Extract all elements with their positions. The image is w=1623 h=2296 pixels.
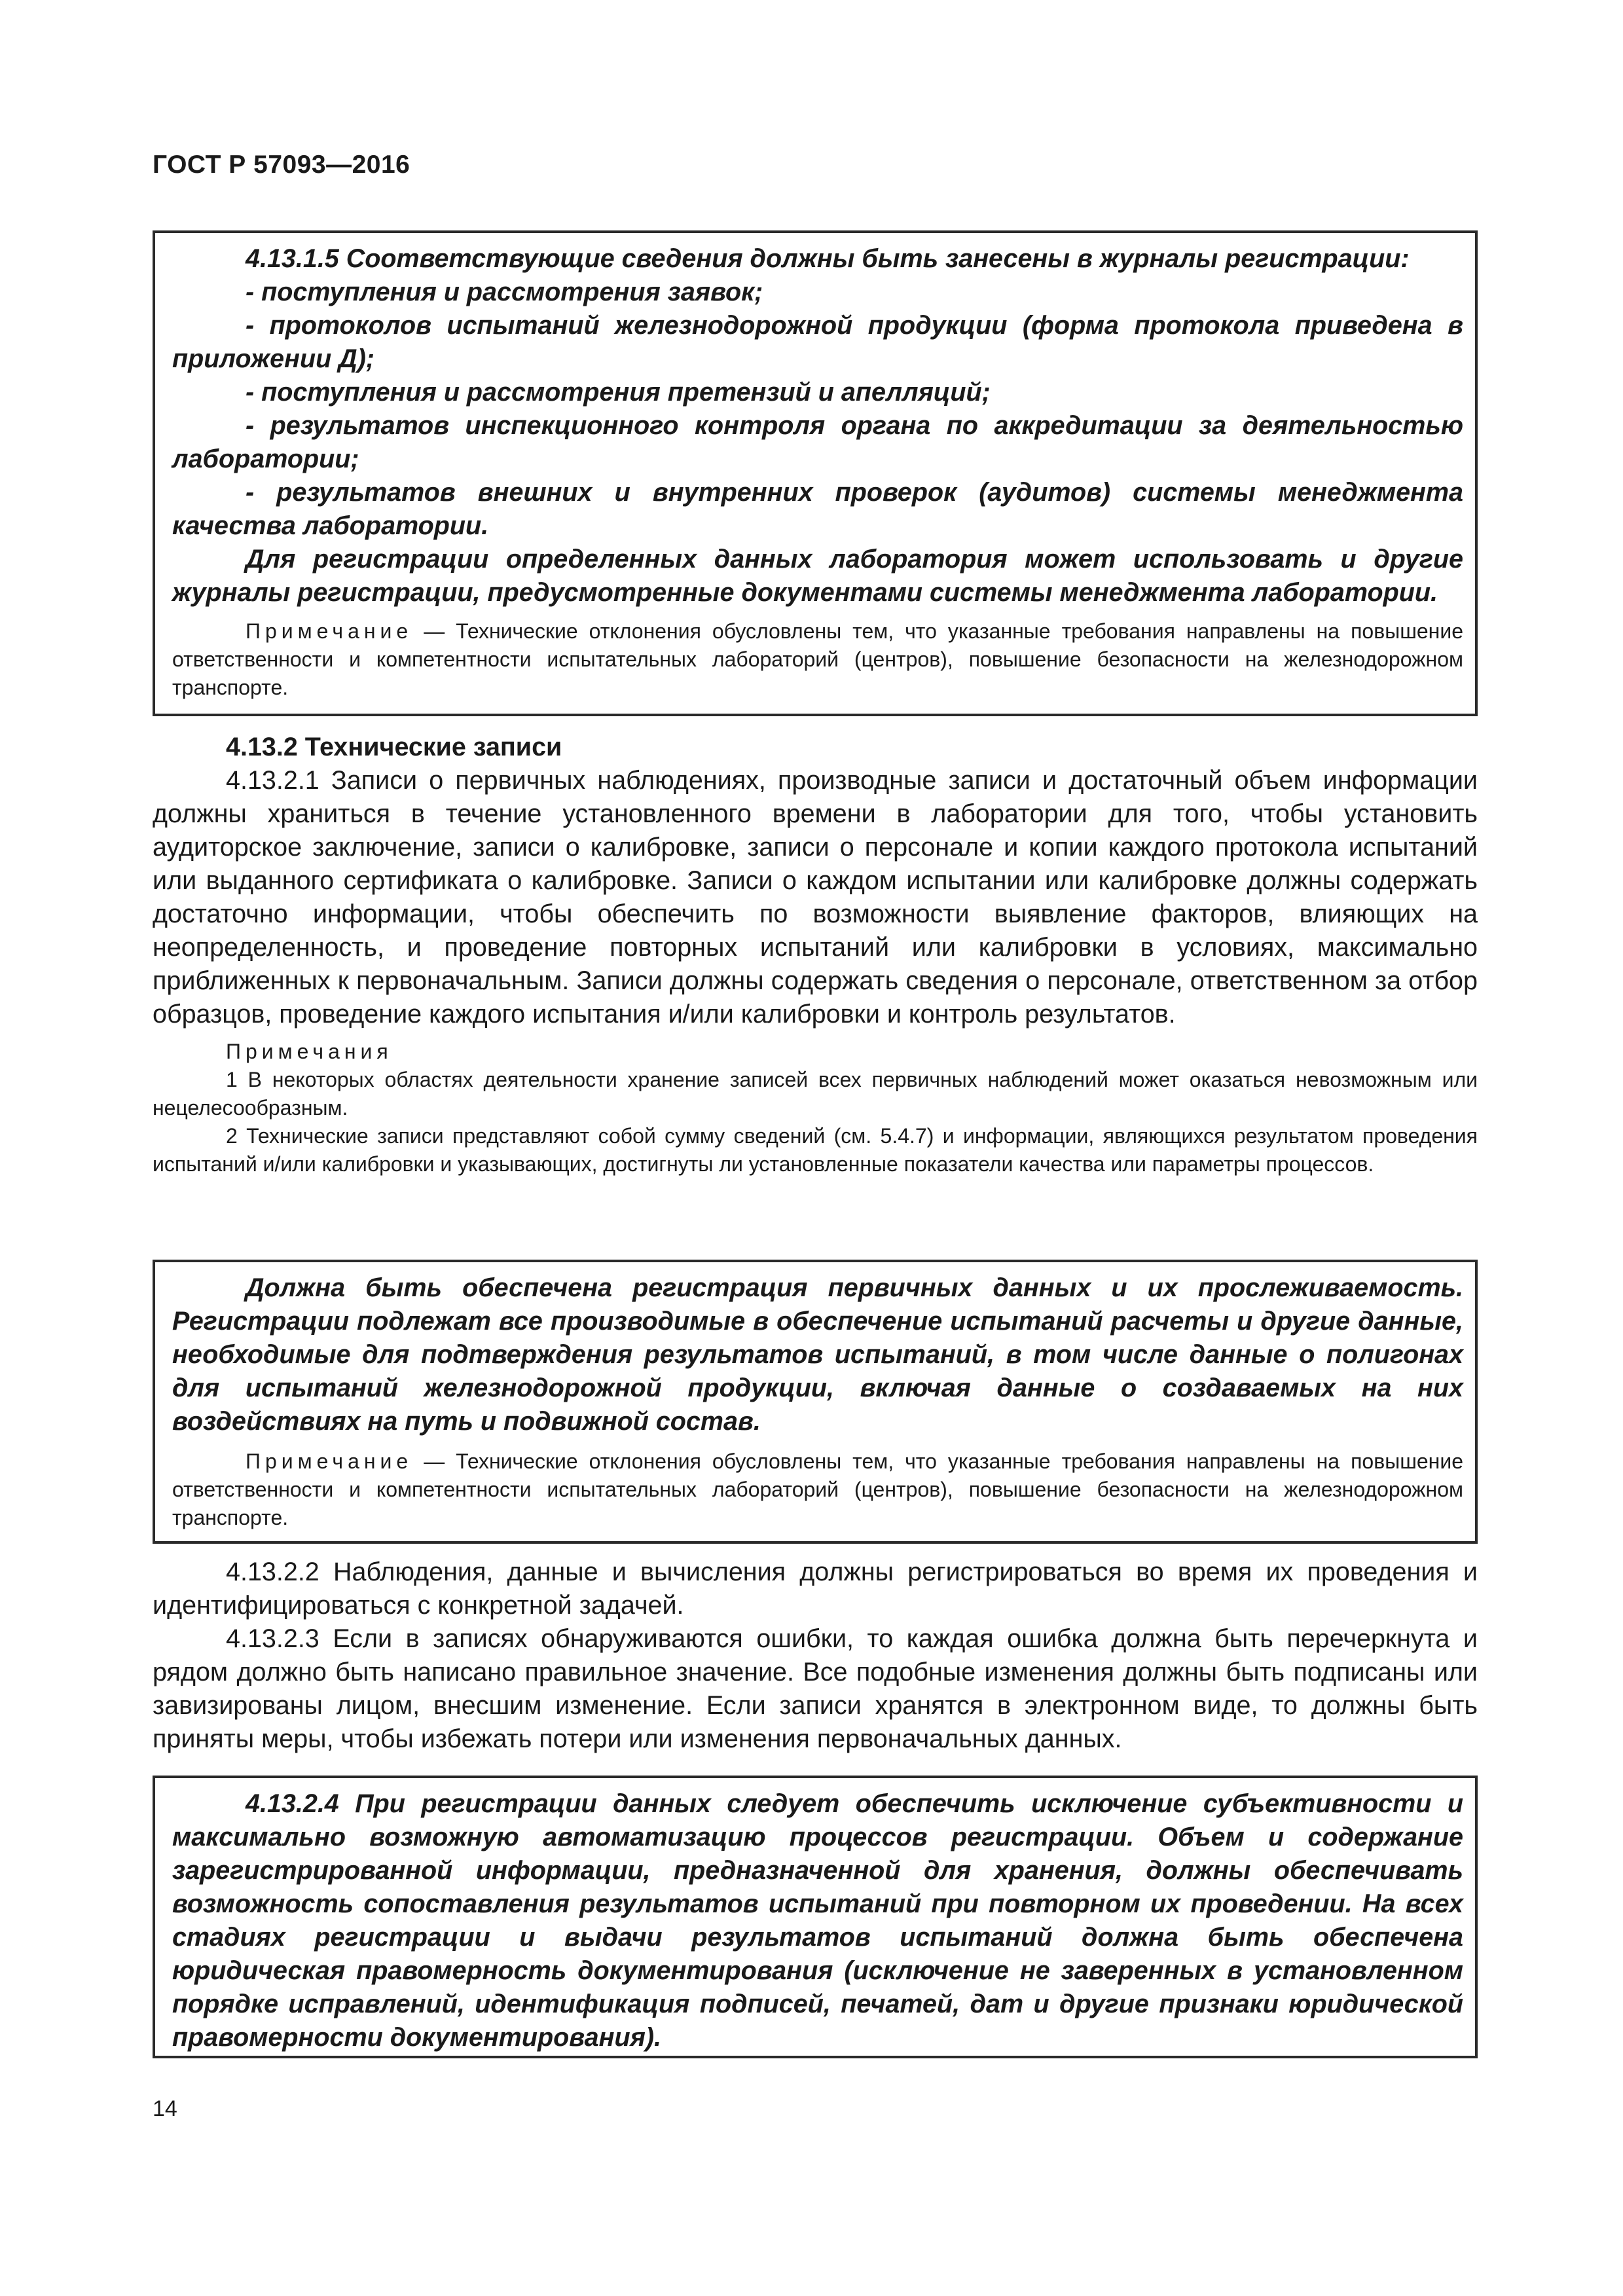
note-1: 1 В некоторых областях деятельности хранение записей всех первичных наблюдений может оказаться невозможным или нецелесообразным.	[153, 1068, 1478, 1120]
paragraph-4-13-2-3: 4.13.2.3 Если в записях обнаруживаются ошибки, то каждая ошибка должна быть перечеркнута и рядом должно быть написано правильное значение. Все подобные изменения должны быть подписаны или завизированы лицом, внесшим изменение. Если записи хранятся в электронном виде, то должны быть приняты меры, чтобы избежать потери или изменения первоначальных данных.	[153, 1624, 1478, 1753]
framed-block-4-13-2-4	[153, 1776, 1478, 2058]
list-item: - результатов внешних и внутренних проверок (аудитов) системы менеджмента качества лаборатории.	[172, 478, 1463, 540]
box-note	[172, 1448, 1463, 1532]
note-2: 2 Технические записи представляют собой сумму сведений (см. 5.4.7) и информации, являющихся результатом проведения испытаний и/или калибровки и указывающих, достигнуты ли установленные показатели качества или параметры процессов.	[153, 1124, 1478, 1176]
box-paragraph: Для регистрации определенных данных лаборатория может использовать и другие журналы регистрации, предусмотренные документами системы менеджмента лаборатории.	[172, 545, 1463, 607]
note-text: — Технические отклонения обусловлены тем, что указанные требования направлены на повышение ответственности и компетентности испытательных лабораторий (центров), повышение безопасности на железнодорожном транспорте.	[172, 1449, 1464, 1529]
list-item: - протоколов испытаний железнодорожной продукции (форма протокола приведена в приложении Д);	[172, 311, 1463, 373]
section-4-13-2	[153, 731, 1478, 1178]
document-header: ГОСТ Р 57093—2016	[153, 151, 410, 179]
list-item: - поступления и рассмотрения заявок;	[246, 278, 763, 306]
clause-4-13-2-4: 4.13.2.4 При регистрации данных следует обеспечить исключение субъективности и максимально возможную автоматизацию процессов регистрации. Объем и содержание зарегистрированной информации, предназначенной для хранения, должны обеспечивать возможность сопоставления результатов испытаний при повторном их проведении. На всех стадиях регистрации и выдачи результатов испытаний должна быть обеспечена юридическая правомерность документирования (исключение не заверенных в установленном порядке исправлений, идентификация подписей, печатей, дат и другие признаки юридической правомерности документирования).	[172, 1789, 1463, 2052]
page-number: 14	[153, 2096, 177, 2121]
clause-4-13-1-5: 4.13.1.5 Соответствующие сведения должны быть занесены в журналы регистрации:	[246, 244, 1410, 273]
list-item: - поступления и рассмотрения претензий и апелляций;	[246, 378, 991, 407]
list-item: - результатов инспекционного контроля органа по аккредитации за деятельностью лаборатории;	[172, 411, 1463, 473]
note-label: Примечание	[246, 619, 413, 643]
framed-block-4-13-1-5	[153, 230, 1478, 716]
section-4-13-2-continued	[153, 1556, 1478, 1756]
framed-block-registration	[153, 1260, 1478, 1544]
notes-label: Примечания	[226, 1040, 393, 1063]
note-label: Примечание	[246, 1449, 413, 1473]
box-paragraph: Должна быть обеспечена регистрация первичных данных и их прослеживаемость. Регистрации подлежат все производимые в обеспечение испытаний расчеты и другие данные, необходимые для подтверждения результатов испытаний, в том числе данные о полигонах для испытаний железнодорожной продукции, включая данные о создаваемых на них воздействиях на путь и подвижной состав.	[172, 1273, 1463, 1436]
paragraph-4-13-2-1: 4.13.2.1 Записи о первичных наблюдениях, производные записи и достаточный объем информации должны храниться в течение установленного времени в лаборатории для того, чтобы установить аудиторское заключение, записи о калибровке, записи о персонале и копии каждого протокола испытаний или выданного сертификата о калибровке. Записи о каждом испытании или калибровке должны содержать достаточно информации, чтобы обеспечить по возможности выявление факторов, влияющих на неопределенность, и проведение повторных испытаний или калибровки в условиях, максимально приближенных к первоначальным. Записи должны содержать сведения о персонале, ответственном за отбор образцов, проведение каждого испытания и/или калибровки и контроль результатов.	[153, 766, 1478, 1029]
paragraph-4-13-2-2: 4.13.2.2 Наблюдения, данные и вычисления должны регистрироваться во время их проведения и идентифицироваться с конкретной задачей.	[153, 1558, 1478, 1620]
section-heading: 4.13.2 Технические записи	[226, 733, 562, 761]
box-note	[172, 617, 1463, 702]
note-text: — Технические отклонения обусловлены тем, что указанные требования направлены на повышение ответственности и компетентности испытательных лабораторий (центров), повышение безопасности на железнодорожном транспорте.	[172, 619, 1464, 699]
